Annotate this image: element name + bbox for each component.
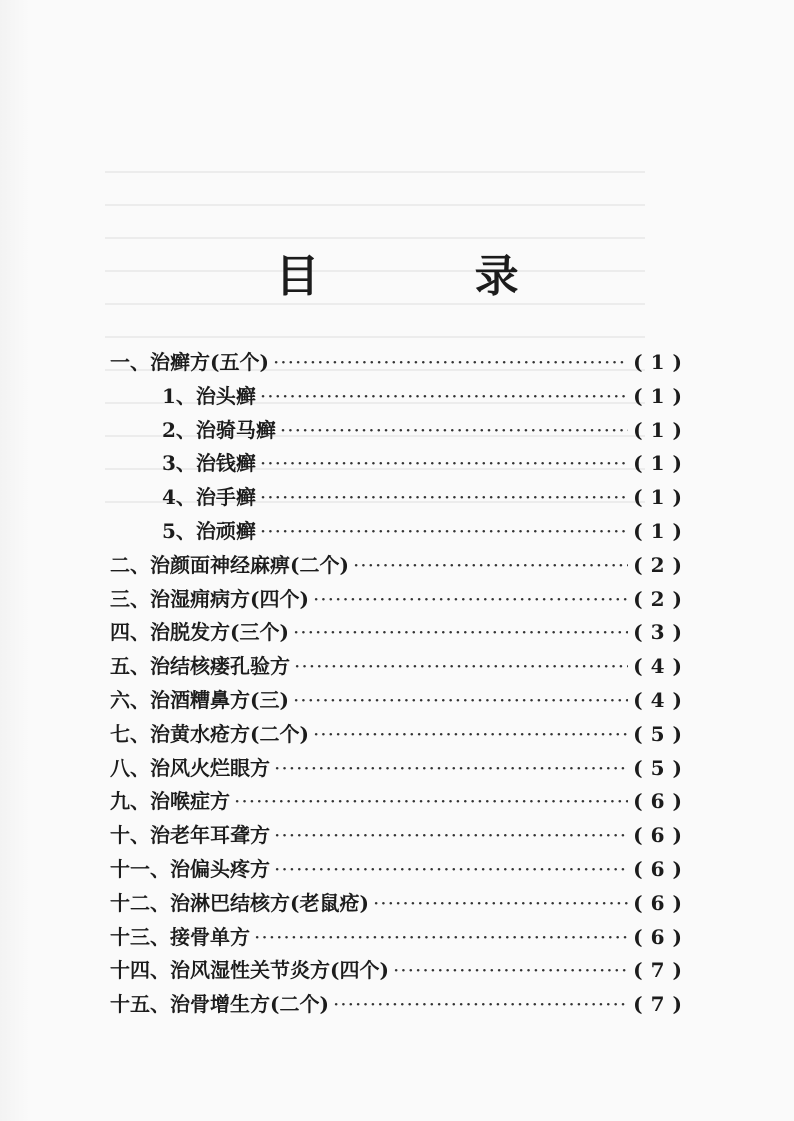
toc-entry-label: 九、治喉症方 <box>110 789 230 814</box>
toc-leader-dots <box>260 380 628 414</box>
toc-entry <box>110 988 690 1022</box>
toc-entry-label: 一、治癣方(五个) <box>110 350 269 374</box>
toc-leader-dots <box>274 853 628 887</box>
toc-entry-label: 二、治颜面神经麻痹(二个) <box>110 552 349 577</box>
toc-entry <box>110 447 690 481</box>
toc-entry <box>110 785 690 819</box>
toc-entry <box>110 887 690 921</box>
toc-entry <box>110 684 690 718</box>
toc-leader-dots <box>373 887 628 921</box>
toc-leader-dots <box>313 718 628 752</box>
toc-leader-dots <box>293 616 628 650</box>
toc-leader-dots <box>313 583 628 617</box>
toc-entry-page-number: (6) <box>633 789 690 814</box>
toc-entry-label: 五、治结核瘘孔验方 <box>110 654 290 679</box>
toc-leader-dots <box>254 921 628 955</box>
toc-entry <box>110 549 690 583</box>
toc-entry-page-number: (6) <box>633 823 690 848</box>
toc-entry-label: 十二、治淋巴结核方(老鼠疮) <box>110 890 369 915</box>
toc-entry-label: 2、治骑马癣 <box>162 417 276 442</box>
toc-leader-dots <box>393 954 628 988</box>
toc-entry-page-number: (1) <box>633 518 690 543</box>
toc-entry-page-number: (2) <box>633 586 690 611</box>
toc-entry-page-number: (1) <box>633 485 690 510</box>
toc-entry-label: 八、治风火烂眼方 <box>110 755 270 780</box>
toc-entry <box>110 853 690 887</box>
toc-leader-dots <box>273 346 628 380</box>
toc-leader-dots <box>260 447 628 481</box>
toc-entry-label: 1、治头癣 <box>162 383 256 408</box>
toc-entry <box>110 481 690 515</box>
toc-leader-dots <box>333 988 628 1022</box>
toc-entry <box>110 414 690 448</box>
toc-entry-page-number: (2) <box>633 552 690 577</box>
toc-entry-label: 3、治钱癣 <box>162 451 256 476</box>
toc-leader-dots <box>234 785 628 819</box>
toc-entry-page-number: (6) <box>633 890 690 915</box>
toc-entry-label: 4、治手癣 <box>162 485 256 510</box>
toc-entry-label: 六、治酒糟鼻方(三) <box>110 687 289 712</box>
toc-entry <box>110 954 690 988</box>
toc-leader-dots <box>260 481 628 515</box>
page-title: 目 录 <box>275 251 589 302</box>
toc-entry <box>110 921 690 955</box>
toc-entry-page-number: (1) <box>633 383 690 408</box>
toc-entry <box>110 650 690 684</box>
paper-edge-shadow <box>0 0 30 1121</box>
toc-leader-dots <box>294 650 628 684</box>
toc-entry <box>110 819 690 853</box>
toc-entry-label: 十、治老年耳聋方 <box>110 823 270 848</box>
toc-entry-page-number: (6) <box>633 856 690 881</box>
toc-entry-label: 十四、治风湿性关节炎方(四个) <box>110 958 389 983</box>
toc-entry <box>110 583 690 617</box>
toc-entry <box>110 718 690 752</box>
toc-entry <box>110 616 690 650</box>
toc-leader-dots <box>353 549 628 583</box>
toc-entry-page-number: (1) <box>633 350 690 374</box>
toc-entry-page-number: (5) <box>633 721 690 746</box>
toc-leader-dots <box>280 414 628 448</box>
toc-entry-label: 三、治湿痈病方(四个) <box>110 586 309 611</box>
toc-entry-label: 十一、治偏头疼方 <box>110 856 270 881</box>
toc-entry-page-number: (7) <box>633 958 690 983</box>
toc-leader-dots <box>293 684 628 718</box>
toc-entry-page-number: (4) <box>633 687 690 712</box>
toc-entry-page-number: (4) <box>633 654 690 679</box>
toc-entry-page-number: (3) <box>633 620 690 645</box>
toc-entry <box>110 752 690 786</box>
toc-entry-label: 七、治黄水疮方(二个) <box>110 721 309 746</box>
toc-entry-page-number: (1) <box>633 451 690 476</box>
toc-leader-dots <box>274 752 628 786</box>
toc-entry-label: 5、治顽癣 <box>162 518 256 543</box>
toc-entry-label: 十五、治骨增生方(二个) <box>110 992 329 1017</box>
toc-entry-label: 四、治脱发方(三个) <box>110 620 289 645</box>
table-of-contents <box>110 346 690 1022</box>
toc-entry <box>110 380 690 414</box>
toc-entry-label: 十三、接骨单方 <box>110 924 250 949</box>
toc-leader-dots <box>274 819 628 853</box>
toc-entry <box>110 515 690 549</box>
toc-entry-page-number: (5) <box>633 755 690 780</box>
toc-entry <box>110 346 690 380</box>
toc-entry-page-number: (7) <box>633 992 690 1017</box>
toc-entry-page-number: (1) <box>633 417 690 442</box>
toc-leader-dots <box>260 515 628 549</box>
toc-entry-page-number: (6) <box>633 924 690 949</box>
